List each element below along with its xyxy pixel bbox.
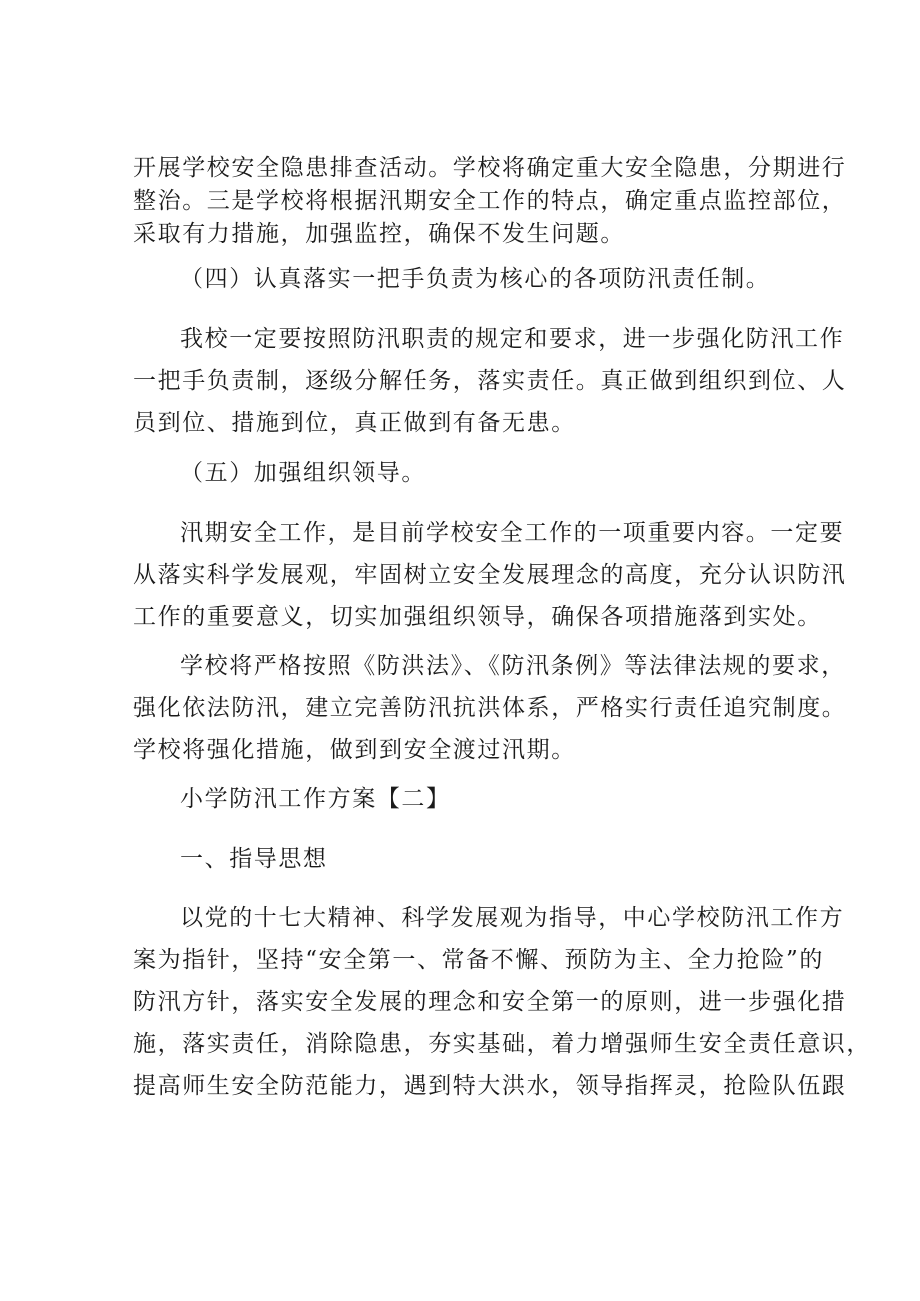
text-line: 员到位、措施到位，真正做到有备无患。 bbox=[133, 410, 576, 436]
paragraph-guiding-ideology bbox=[133, 897, 871, 1107]
paragraph-responsibility bbox=[133, 318, 847, 444]
heading-text: （四）认真落实一把手负责为核心的各项防汛责任制。 bbox=[180, 266, 771, 292]
text-line: 以党的十七大精神、科学发展观为指导，中心学校防汛工作方 bbox=[180, 905, 845, 931]
text-line: 我校一定要按照防汛职责的规定和要求，进一步强化防汛工作 bbox=[180, 326, 845, 352]
heading-text: （五）加强组织领导。 bbox=[180, 460, 426, 486]
text-line: 防汛方针，落实安全发展的理念和安全第一的原则，进一步强化措 bbox=[133, 989, 847, 1015]
text-line: 汛期安全工作，是目前学校安全工作的一项重要内容。一定要 bbox=[180, 520, 845, 546]
text-line: 施，落实责任，消除隐患，夯实基础，着力增强师生安全责任意识， bbox=[133, 1031, 871, 1057]
text-line: 强化依法防汛，建立完善防汛抗洪体系，严格实行责任追究制度。 bbox=[133, 695, 847, 721]
title-text: 小学防汛工作方案【二】 bbox=[180, 786, 451, 812]
text-line: 从落实科学发展观，牢固树立安全发展理念的高度，充分认识防汛 bbox=[133, 562, 847, 588]
heading-section-5 bbox=[133, 452, 801, 494]
section-heading-guiding-ideology bbox=[133, 838, 801, 880]
text-line: 工作的重要意义，切实加强组织领导，确保各项措施落到实处。 bbox=[133, 604, 822, 630]
text-line: 提高师生安全防范能力，遇到特大洪水，领导指挥灵，抢险队伍跟 bbox=[133, 1073, 847, 1099]
heading-text: 一、指导思想 bbox=[180, 846, 328, 872]
paragraph-laws bbox=[133, 645, 847, 771]
paragraph-leadership bbox=[133, 512, 847, 638]
plan-title-two bbox=[133, 778, 801, 820]
text-line: 一把手负责制，逐级分解任务，落实责任。真正做到组织到位、人 bbox=[133, 368, 847, 394]
paragraph-continuation bbox=[133, 152, 847, 251]
text-line: 整治。三是学校将根据汛期安全工作的特点，确定重点监控部位， bbox=[133, 188, 847, 214]
text-line: 学校将强化措施，做到到安全渡过汛期。 bbox=[133, 737, 576, 763]
text-line: 案为指针，坚持“安全第一、常备不懈、预防为主、全力抢险”的 bbox=[133, 947, 824, 973]
text-line: 学校将严格按照《防洪法》、《防汛条例》等法律法规的要求， bbox=[180, 653, 846, 679]
text-line: 采取有力措施，加强监控，确保不发生问题。 bbox=[133, 221, 625, 247]
text-line: 开展学校安全隐患排查活动。学校将确定重大安全隐患，分期进行 bbox=[133, 155, 847, 181]
heading-section-4 bbox=[133, 258, 801, 300]
